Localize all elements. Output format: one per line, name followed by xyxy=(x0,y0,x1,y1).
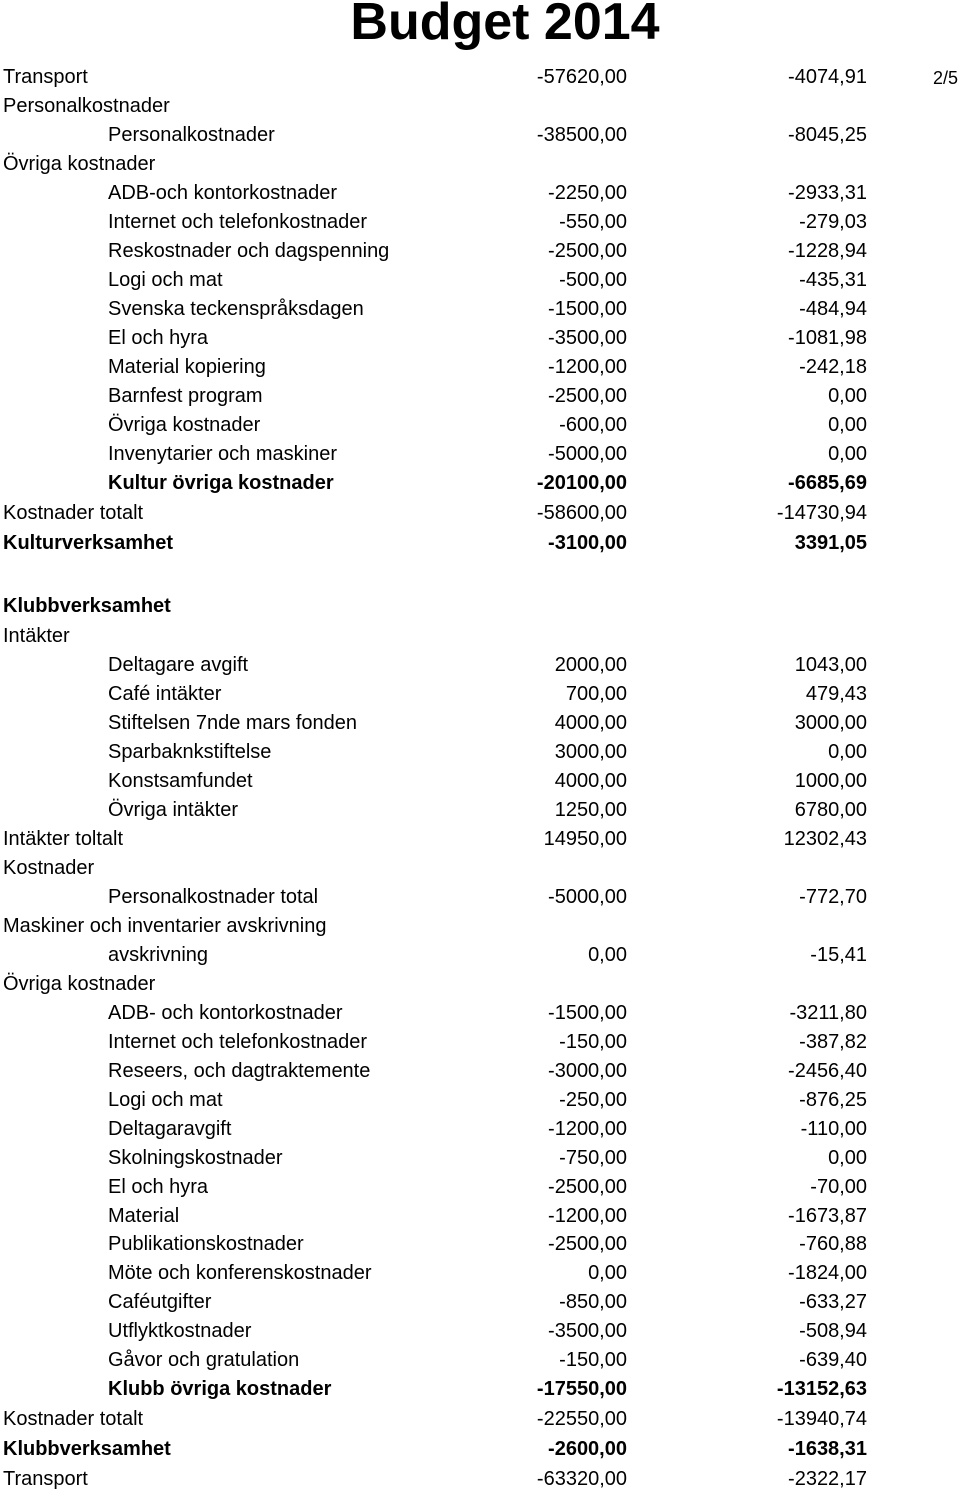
budget-value: -600,00 xyxy=(559,414,627,436)
row-label: Material xyxy=(108,1205,180,1227)
row-label: Övriga kostnader xyxy=(3,973,156,995)
budget-value: -1200,00 xyxy=(548,356,627,378)
actual-value: -70,00 xyxy=(810,1176,867,1198)
actual-value: -1673,87 xyxy=(788,1205,867,1227)
table-row xyxy=(0,440,960,469)
table-row xyxy=(0,1435,960,1464)
actual-value: 0,00 xyxy=(828,1147,867,1169)
table-row xyxy=(0,237,960,266)
row-label: Deltagaravgift xyxy=(108,1118,232,1140)
budget-value: 700,00 xyxy=(565,683,627,705)
page-number: 2/5 xyxy=(932,68,958,88)
table-row xyxy=(0,854,960,883)
actual-value: -8045,25 xyxy=(788,124,867,146)
actual-value: -2322,17 xyxy=(788,1468,867,1490)
row-label: Internet och telefonkostnader xyxy=(108,1031,368,1053)
budget-value: -58600,00 xyxy=(536,502,627,524)
table-row xyxy=(0,324,960,353)
budget-value: 0,00 xyxy=(588,1262,627,1284)
actual-value: -1824,00 xyxy=(788,1262,867,1284)
row-label: Klubbverksamhet xyxy=(3,595,171,617)
row-label: Möte och konferenskostnader xyxy=(108,1262,372,1284)
table-row xyxy=(0,1375,960,1404)
table-row xyxy=(0,295,960,324)
row-label: Maskiner och inventarier avskrivning xyxy=(3,915,327,937)
table-row xyxy=(0,1202,960,1231)
table-row xyxy=(0,883,960,912)
row-label: Övriga kostnader xyxy=(108,414,261,436)
table-row xyxy=(0,1259,960,1288)
actual-value: -760,88 xyxy=(799,1233,867,1255)
table-row xyxy=(0,121,960,150)
table-row xyxy=(0,208,960,237)
actual-value: -2456,40 xyxy=(788,1060,867,1082)
actual-value: -279,03 xyxy=(799,211,867,233)
budget-value: -5000,00 xyxy=(548,443,627,465)
table-row xyxy=(0,1317,960,1346)
table-row xyxy=(0,999,960,1028)
table-row xyxy=(0,709,960,738)
actual-value: -4074,91 xyxy=(788,66,867,88)
budget-value: -2500,00 xyxy=(548,385,627,407)
table-row xyxy=(0,63,960,92)
table-row xyxy=(0,1346,960,1375)
table-row xyxy=(0,1230,960,1259)
budget-value: -2500,00 xyxy=(548,240,627,262)
table-row xyxy=(0,382,960,411)
actual-value: 0,00 xyxy=(828,443,867,465)
row-label: El och hyra xyxy=(108,327,209,349)
table-row xyxy=(0,941,960,970)
row-label: Kultur övriga kostnader xyxy=(108,472,334,494)
table-row xyxy=(0,1465,960,1494)
row-label: Intäkter toltalt xyxy=(3,828,124,850)
row-label: Café intäkter xyxy=(108,683,222,705)
row-label: Personalkostnader total xyxy=(108,886,319,908)
budget-value: 14950,00 xyxy=(543,828,627,850)
table-row xyxy=(0,1144,960,1173)
table-row xyxy=(0,680,960,709)
row-label: Intäkter xyxy=(3,625,70,647)
row-label: Skolningskostnader xyxy=(108,1147,283,1169)
actual-value: -13152,63 xyxy=(776,1378,867,1400)
actual-value: -110,00 xyxy=(800,1118,867,1140)
row-label: Stiftelsen 7nde mars fonden xyxy=(108,712,358,734)
row-label: Caféutgifter xyxy=(108,1291,212,1313)
budget-value: -2500,00 xyxy=(548,1233,627,1255)
row-label: ADB- och kontorkostnader xyxy=(108,1002,343,1024)
actual-value: 3391,05 xyxy=(794,532,867,554)
budget-value: -63320,00 xyxy=(536,1468,627,1490)
row-label: Reskostnader och dagspenning xyxy=(108,240,390,262)
actual-value: -2933,31 xyxy=(788,182,867,204)
budget-value: -5000,00 xyxy=(548,886,627,908)
actual-value: -1081,98 xyxy=(788,327,867,349)
budget-value: -3000,00 xyxy=(548,1060,627,1082)
budget-value: 1250,00 xyxy=(554,799,627,821)
budget-value: -1200,00 xyxy=(548,1205,627,1227)
row-label: Klubbverksamhet xyxy=(3,1438,171,1460)
row-label: Svenska teckenspråksdagen xyxy=(108,298,364,320)
row-label: Transport xyxy=(3,1468,88,1490)
actual-value: 0,00 xyxy=(828,414,867,436)
row-label: Sparbaknkstiftelse xyxy=(108,741,272,763)
budget-value: 4000,00 xyxy=(554,770,627,792)
actual-value: 0,00 xyxy=(828,385,867,407)
actual-value: -639,40 xyxy=(799,1349,867,1371)
actual-value: -13940,74 xyxy=(776,1408,867,1430)
actual-value: 3000,00 xyxy=(794,712,867,734)
actual-value: -484,94 xyxy=(799,298,867,320)
budget-value: -57620,00 xyxy=(536,66,627,88)
budget-value: -150,00 xyxy=(559,1031,627,1053)
row-label: Personalkostnader xyxy=(108,124,275,146)
actual-value: -435,31 xyxy=(799,269,867,291)
budget-value: -500,00 xyxy=(559,269,627,291)
budget-value: -1500,00 xyxy=(548,1002,627,1024)
actual-value: 12302,43 xyxy=(783,828,867,850)
table-row xyxy=(0,1405,960,1434)
budget-value: 4000,00 xyxy=(554,712,627,734)
actual-value: 6780,00 xyxy=(794,799,867,821)
row-label: Övriga kostnader xyxy=(3,153,156,175)
row-label: El och hyra xyxy=(108,1176,209,1198)
budget-value: -3500,00 xyxy=(548,327,627,349)
actual-value: 1043,00 xyxy=(794,654,867,676)
budget-value: -17550,00 xyxy=(536,1378,627,1400)
row-label: Konstsamfundet xyxy=(108,770,253,792)
table-row xyxy=(0,1057,960,1086)
budget-value: 0,00 xyxy=(588,944,627,966)
table-row xyxy=(0,767,960,796)
budget-value: -2600,00 xyxy=(548,1438,627,1460)
table-row xyxy=(0,411,960,440)
row-label: Publikationskostnader xyxy=(108,1233,304,1255)
budget-value: -3100,00 xyxy=(548,532,627,554)
row-label: Internet och telefonkostnader xyxy=(108,211,368,233)
table-row xyxy=(0,970,960,999)
actual-value: -1228,94 xyxy=(788,240,867,262)
table-row xyxy=(0,179,960,208)
budget-value: -3500,00 xyxy=(548,1320,627,1342)
row-label: Material kopiering xyxy=(108,356,266,378)
table-row xyxy=(0,150,960,179)
budget-value: -850,00 xyxy=(559,1291,627,1313)
budget-value: -20100,00 xyxy=(536,472,627,494)
budget-value: -150,00 xyxy=(559,1349,627,1371)
page-title: Budget 2014 xyxy=(350,0,660,51)
row-label: Kulturverksamhet xyxy=(3,532,174,554)
row-label: Reseers, och dagtraktemente xyxy=(108,1060,371,1082)
actual-value: -15,41 xyxy=(810,944,867,966)
budget-value: -1500,00 xyxy=(548,298,627,320)
row-label: Utflyktkostnader xyxy=(108,1320,252,1342)
budget-value: -38500,00 xyxy=(536,124,627,146)
row-label: Invenytarier och maskiner xyxy=(108,443,337,465)
table-row xyxy=(0,622,960,651)
row-label: Transport xyxy=(3,66,88,88)
row-label: Gåvor och gratulation xyxy=(108,1349,300,1371)
actual-value: -772,70 xyxy=(799,886,867,908)
table-row xyxy=(0,469,960,498)
row-label: Kostnader totalt xyxy=(3,502,144,524)
table-row xyxy=(0,1288,960,1317)
table-row xyxy=(0,499,960,528)
budget-value: -2500,00 xyxy=(548,1176,627,1198)
actual-value: -3211,80 xyxy=(789,1002,867,1024)
table-row xyxy=(0,825,960,854)
budget-value: 3000,00 xyxy=(554,741,627,763)
table-row xyxy=(0,1028,960,1057)
table-row xyxy=(0,1173,960,1202)
actual-value: 1000,00 xyxy=(794,770,867,792)
budget-value: -750,00 xyxy=(559,1147,627,1169)
row-label: avskrivning xyxy=(108,944,209,966)
row-label: ADB-och kontorkostnader xyxy=(108,182,338,204)
table-row xyxy=(0,796,960,825)
actual-value: -387,82 xyxy=(799,1031,867,1053)
row-label: Personalkostnader xyxy=(3,95,170,117)
row-label: Logi och mat xyxy=(108,1089,223,1111)
row-label: Kostnader xyxy=(3,857,95,879)
table-row xyxy=(0,1086,960,1115)
table-row xyxy=(0,353,960,382)
row-label: Barnfest program xyxy=(108,385,263,407)
row-label: Klubb övriga kostnader xyxy=(108,1378,332,1400)
budget-value: 2000,00 xyxy=(554,654,627,676)
actual-value: 0,00 xyxy=(828,741,867,763)
table-row xyxy=(0,912,960,941)
table-row xyxy=(0,266,960,295)
budget-value: -250,00 xyxy=(559,1089,627,1111)
actual-value: -1638,31 xyxy=(788,1438,867,1460)
table-row xyxy=(0,529,960,558)
budget-value: -2250,00 xyxy=(548,182,627,204)
budget-value: -1200,00 xyxy=(548,1118,627,1140)
actual-value: -14730,94 xyxy=(776,502,867,524)
actual-value: -508,94 xyxy=(799,1320,867,1342)
budget-value: -550,00 xyxy=(559,211,627,233)
actual-value: -6685,69 xyxy=(788,472,867,494)
table-row xyxy=(0,1115,960,1144)
row-label: Logi och mat xyxy=(108,269,223,291)
actual-value: 479,43 xyxy=(805,683,867,705)
actual-value: -242,18 xyxy=(799,356,867,378)
row-label: Kostnader totalt xyxy=(3,1408,144,1430)
row-label: Deltagare avgift xyxy=(108,654,249,676)
actual-value: -633,27 xyxy=(799,1291,867,1313)
table-row xyxy=(0,592,960,621)
table-row xyxy=(0,651,960,680)
table-row xyxy=(0,92,960,121)
budget-value: -22550,00 xyxy=(536,1408,627,1430)
actual-value: -876,25 xyxy=(799,1089,867,1111)
table-row xyxy=(0,738,960,767)
row-label: Övriga intäkter xyxy=(108,799,239,821)
